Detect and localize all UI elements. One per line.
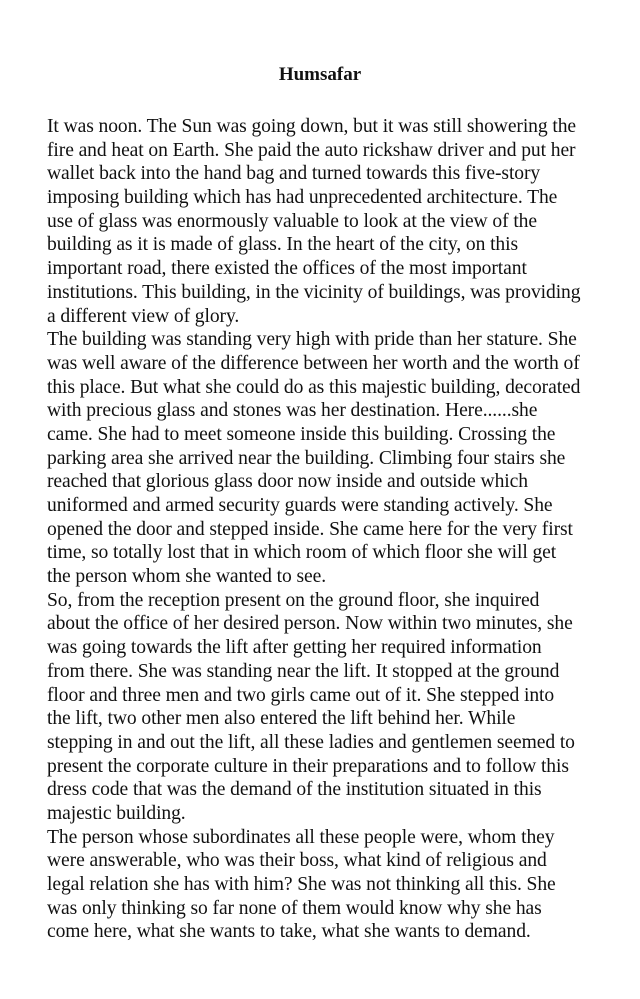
text-line: opened the door and stepped inside. She came here for the very first (47, 518, 573, 540)
text-line: wallet back into the hand bag and turned towards this five-story (47, 163, 541, 185)
text-line: stepping in and out the lift, all these ladies and gentlemen seemed to (47, 731, 575, 753)
text-line: came. She had to meet someone inside this building. Crossing the (47, 423, 556, 445)
text-line: a different view of glory. (47, 305, 240, 327)
text-line: this place. But what she could do as this majestic building, decorated (47, 376, 581, 398)
text-line: the person whom she wanted to see. (47, 566, 327, 588)
text-line: reached that glorious glass door now inside and outside which (47, 471, 528, 493)
text-line: present the corporate culture in their preparations and to follow this (47, 755, 569, 777)
text-line: about the office of her desired person. Now within two minutes, she (47, 613, 573, 635)
text-line: was going towards the lift after getting her required information (47, 637, 542, 659)
page-title: Humsafar (278, 64, 362, 85)
text-line: time, so totally lost that in which room of which floor she will get (47, 542, 557, 564)
text-line: important road, there existed the offices of the most important (47, 258, 527, 280)
text-line: institutions. This building, in the vicinity of buildings, was providing (47, 281, 581, 303)
story-body (47, 115, 617, 944)
text-line: was only thinking so far none of them would know why she has (47, 897, 542, 919)
text-line: The building was standing very high with pride than her stature. She (47, 329, 577, 351)
text-line: from there. She was standing near the lift. It stopped at the ground (47, 660, 560, 682)
text-line: use of glass was enormously valuable to look at the view of the (47, 210, 537, 232)
text-line: dress code that was the demand of the institution situated in this (47, 779, 542, 801)
text-line: So, from the reception present on the ground floor, she inquired (47, 589, 540, 611)
text-line: floor and three men and two girls came out of it. She stepped into (47, 684, 555, 706)
text-line: It was noon. The Sun was going down, but it was still showering the (47, 116, 577, 137)
text-line: building as it is made of glass. In the heart of the city, on this (47, 234, 518, 256)
text-line: The person whose subordinates all these people were, whom they (47, 826, 555, 848)
text-line: with precious glass and stones was her destination. Here......she (47, 400, 538, 422)
text-line: the lift, two other men also entered the lift behind her. While (47, 708, 516, 730)
text-line: fire and heat on Earth. She paid the auto rickshaw driver and put her (47, 139, 576, 161)
text-line: was well aware of the difference between her worth and the worth of (47, 352, 580, 374)
text-line: were answerable, who was their boss, what kind of religious and (47, 850, 547, 872)
text-line: legal relation she has with him? She was not thinking all this. She (47, 874, 556, 895)
text-line: imposing building which has had unprecedented architecture. The (47, 187, 558, 209)
text-line: parking area she arrived near the building. Climbing four stairs she (47, 447, 566, 469)
text-line: majestic building. (47, 802, 186, 824)
text-line: uniformed and armed security guards were standing actively. She (47, 495, 553, 516)
text-line: come here, what she wants to take, what she wants to demand. (47, 921, 531, 943)
